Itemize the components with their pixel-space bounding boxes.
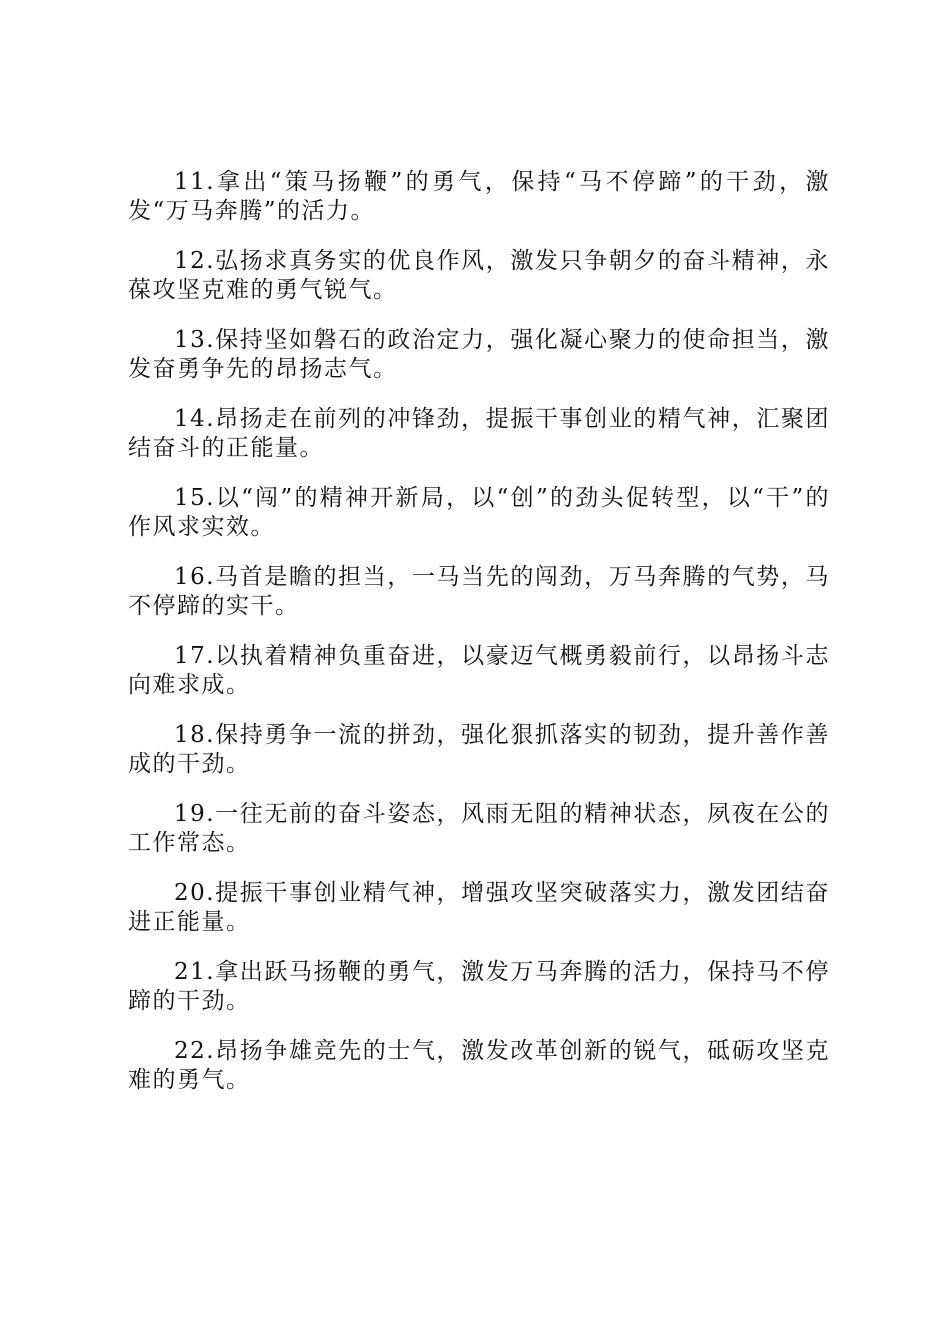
paragraph-12: 12.弘扬求真务实的优良作风，激发只争朝夕的奋斗精神，永葆攻坚克难的勇气锐气。 <box>128 248 830 303</box>
paragraph-18: 18.保持勇争一流的拼劲，强化狠抓落实的韧劲，提升善作善成的干劲。 <box>128 722 830 777</box>
paragraph-17: 17.以执着精神负重奋进，以豪迈气概勇毅前行，以昂扬斗志向难求成。 <box>128 643 830 698</box>
paragraph-14: 14.昂扬走在前列的冲锋劲，提振干事创业的精气神，汇聚团结奋斗的正能量。 <box>128 406 830 461</box>
paragraph-16: 16.马首是瞻的担当，一马当先的闯劲，万马奔腾的气势，马不停蹄的实干。 <box>128 564 830 619</box>
document-body <box>128 168 830 1116</box>
paragraph-15: 15.以“闯”的精神开新局，以“创”的劲头促转型，以“干”的作风求实效。 <box>128 485 830 540</box>
paragraph-19: 19.一往无前的奋斗姿态，风雨无阻的精神状态，夙夜在公的工作常态。 <box>128 801 830 856</box>
paragraph-13: 13.保持坚如磐石的政治定力，强化凝心聚力的使命担当，激发奋勇争先的昂扬志气。 <box>128 327 830 382</box>
paragraph-21: 21.拿出跃马扬鞭的勇气，激发万马奔腾的活力，保持马不停蹄的干劲。 <box>128 959 830 1014</box>
paragraph-20: 20.提振干事创业精气神，增强攻坚突破落实力，激发团结奋进正能量。 <box>128 880 830 935</box>
paragraph-22: 22.昂扬争雄竞先的士气，激发改革创新的锐气，砥砺攻坚克难的勇气。 <box>128 1038 830 1093</box>
paragraph-11: 11.拿出“策马扬鞭”的勇气，保持“马不停蹄”的干劲，激发“万马奔腾”的活力。 <box>128 169 830 224</box>
